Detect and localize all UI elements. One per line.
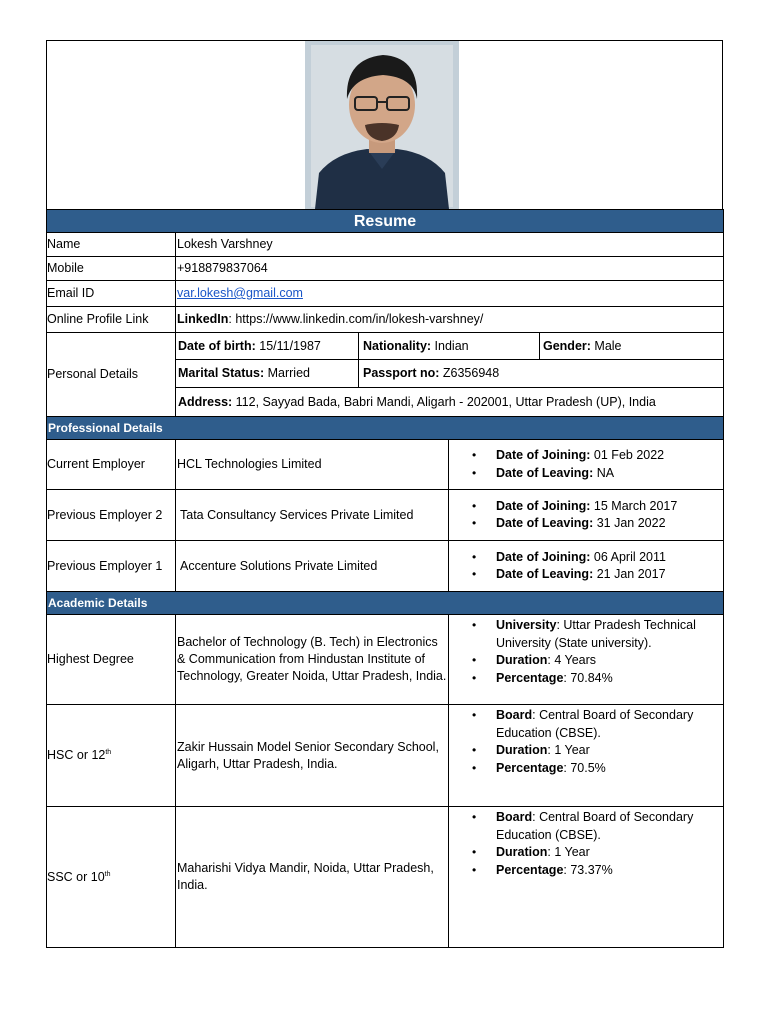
- address-value: 112, Sayyad Bada, Babri Mandi, Aligarh - 202001, Uttar Pradesh (UP), India: [232, 394, 656, 409]
- university-key: University: [496, 618, 557, 632]
- employer-company: Tata Consultancy Services Private Limited: [176, 490, 449, 541]
- duration-value: : 1 Year: [547, 845, 590, 859]
- dol-key: Date of Leaving:: [496, 465, 594, 480]
- mobile-label: Mobile: [47, 257, 176, 281]
- resume-table: [46, 209, 724, 948]
- academic-row: [47, 807, 724, 948]
- employer-label: Current Employer: [47, 440, 176, 490]
- employer-dates: [449, 541, 724, 592]
- name-value: Lokesh Varshney: [176, 233, 724, 257]
- email-link[interactable]: var.lokesh@gmail.com: [177, 286, 303, 300]
- employer-label: Previous Employer 2: [47, 490, 176, 541]
- address-key: Address:: [178, 394, 233, 409]
- board-value: : Central Board of Secondary Education (CBSE).: [496, 810, 694, 842]
- employer-row: [47, 541, 724, 592]
- joining-date: [496, 549, 722, 567]
- percentage-value: : 70.84%: [563, 670, 613, 685]
- percentage-key: Percentage: [496, 670, 564, 685]
- doj-key: Date of Joining:: [496, 549, 591, 564]
- email-cell: [176, 281, 724, 307]
- leaving-date: [496, 465, 722, 483]
- employer-dates: [449, 490, 724, 541]
- name-label: Name: [47, 233, 176, 257]
- duration-item: [496, 742, 722, 760]
- hsc-details: [449, 705, 724, 807]
- employer-row: [47, 440, 724, 490]
- leaving-date: [496, 515, 722, 533]
- ssc-label: [47, 807, 176, 948]
- duration-item: [496, 844, 722, 862]
- doj-value: 01 Feb 2022: [590, 448, 665, 462]
- percentage-item: [496, 760, 722, 778]
- dob-key: Date of birth:: [178, 338, 256, 353]
- passport-cell: [359, 360, 724, 388]
- photo-section: [46, 40, 723, 209]
- percentage-value: : 73.37%: [563, 862, 613, 877]
- board-key: Board: [496, 810, 533, 824]
- dol-value: NA: [593, 465, 615, 480]
- doj-key: Date of Joining:: [496, 498, 591, 513]
- dol-value: 31 Jan 2022: [593, 516, 666, 530]
- marital-value: Married: [264, 366, 310, 380]
- passport-key: Passport no:: [363, 366, 440, 380]
- duration-key: Duration: [496, 743, 548, 757]
- email-label: Email ID: [47, 281, 176, 307]
- ssc-details: [449, 807, 724, 948]
- percentage-key: Percentage: [496, 760, 564, 775]
- doj-value: 15 March 2017: [590, 498, 678, 513]
- hsc-label: [47, 705, 176, 807]
- marital-cell: [176, 360, 359, 388]
- ssc-label-text: SSC or 10: [47, 869, 105, 884]
- board-key: Board: [496, 708, 533, 722]
- mobile-value: +918879837064: [176, 257, 724, 281]
- academic-row: [47, 615, 724, 705]
- address-cell: [176, 388, 724, 417]
- academic-row: [47, 705, 724, 807]
- board-item: [496, 809, 722, 844]
- highest-degree-desc: Bachelor of Technology (B. Tech) in Electronics & Communication from Hindustan Institute of Technology, Greater Noida, Uttar Pradesh, India.: [176, 615, 449, 705]
- employer-label: Previous Employer 1: [47, 541, 176, 592]
- highest-degree-label: Highest Degree: [47, 615, 176, 705]
- ssc-desc: Maharishi Vidya Mandir, Noida, Uttar Pradesh, India.: [176, 807, 449, 948]
- doj-key: Date of Joining:: [496, 448, 591, 462]
- dob-cell: [176, 333, 359, 360]
- hsc-sup: th: [105, 748, 112, 756]
- joining-date: [496, 498, 722, 516]
- dob-value: 15/11/1987: [255, 338, 321, 353]
- percentage-item: [496, 862, 722, 880]
- duration-key: Duration: [496, 845, 548, 859]
- academic-details-heading: Academic Details: [47, 592, 724, 615]
- employer-row: [47, 490, 724, 541]
- university-item: [496, 617, 722, 652]
- gender-value: Male: [590, 338, 622, 353]
- board-value: : Central Board of Secondary Education (CBSE).: [496, 708, 694, 740]
- leaving-date: [496, 566, 722, 584]
- dol-key: Date of Leaving:: [496, 567, 594, 581]
- employer-company: Accenture Solutions Private Limited: [176, 541, 449, 592]
- online-profile-label: Online Profile Link: [47, 307, 176, 333]
- gender-key: Gender:: [543, 338, 591, 353]
- duration-value: : 1 Year: [547, 743, 590, 757]
- hsc-label-text: HSC or 12: [47, 748, 106, 762]
- professional-details-heading: Professional Details: [47, 417, 724, 440]
- board-item: [496, 707, 722, 742]
- dol-value: 21 Jan 2017: [593, 567, 666, 581]
- linkedin-key: LinkedIn: [177, 312, 229, 326]
- duration-value: : 4 Years: [547, 653, 597, 667]
- marital-key: Marital Status:: [178, 366, 265, 380]
- percentage-value: : 70.5%: [563, 760, 606, 775]
- percentage-item: [496, 670, 722, 688]
- nationality-value: Indian: [431, 338, 469, 353]
- dol-key: Date of Leaving:: [496, 516, 594, 530]
- university-value: : Uttar Pradesh Technical University (State university).: [496, 618, 696, 650]
- resume-page: [46, 40, 723, 948]
- linkedin-url: : https://www.linkedin.com/in/lokesh-varshney/: [228, 312, 484, 326]
- resume-title: Resume: [47, 210, 724, 233]
- online-profile-value: [176, 307, 724, 333]
- gender-cell: [540, 333, 724, 360]
- joining-date: [496, 447, 722, 465]
- doj-value: 06 April 2011: [590, 549, 666, 564]
- nationality-key: Nationality:: [363, 338, 432, 353]
- employer-dates: [449, 440, 724, 490]
- profile-photo: [305, 41, 459, 209]
- hsc-desc: Zakir Hussain Model Senior Secondary School, Aligarh, Uttar Pradesh, India.: [176, 705, 449, 807]
- passport-value: Z6356948: [439, 366, 500, 380]
- duration-key: Duration: [496, 653, 548, 667]
- employer-company: HCL Technologies Limited: [176, 440, 449, 490]
- highest-degree-details: [449, 615, 724, 705]
- ssc-sup: th: [104, 870, 111, 878]
- nationality-cell: [359, 333, 540, 360]
- percentage-key: Percentage: [496, 862, 564, 877]
- duration-item: [496, 652, 722, 670]
- personal-details-label: Personal Details: [47, 333, 176, 417]
